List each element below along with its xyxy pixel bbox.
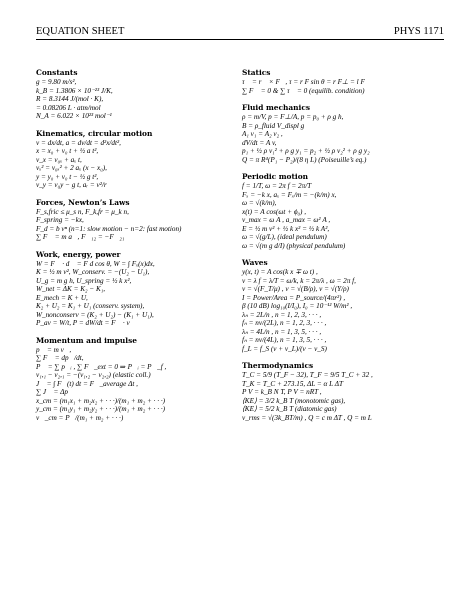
equation-line: v_y = v₀y − g t, aᵣ = v²/r: [36, 181, 107, 189]
equation-line: ω = √(k/m),: [242, 199, 277, 207]
section-fluid-mechanics: [242, 103, 452, 164]
equation-line: λₙ = 4L/n , n = 1, 3, 5, · · · ,: [242, 327, 322, 336]
equation-line: fₙ = nv/(2L), n = 1, 2, 3, · · · ,: [242, 319, 327, 327]
section-thermodynamics: [242, 361, 452, 422]
equation-line: ρ = m/V, p = F⊥/A, p = p₀ + ρ g h,: [242, 113, 344, 121]
section-title: Work, energy, power: [36, 249, 121, 259]
equation-line: I = Power/Area = P_source/(4πr²) ,: [242, 293, 346, 302]
equation-line: v = √(F_T/μ) , v = √(B/ρ), v = √(Y/ρ): [242, 285, 349, 293]
equation-line: y_cm = (m₁y₁ + m₂y₂ + · · ·)/(m₁ + m₂ + · · ·): [36, 405, 166, 413]
equation-line: K₂ + U₂ = K₁ + U₁ (conserv. system),: [36, 302, 145, 310]
section-forces-newton-s-laws: [36, 198, 236, 242]
equation-line: Fₓ = −k x, aₓ = Fₓ/m = −(k/m) x,: [242, 190, 337, 199]
equation-line: ω = √(g/L), (ideal pendulum): [242, 233, 327, 241]
section-title: Thermodynamics: [242, 361, 314, 370]
equation-line: ⟨KE⟩ = 3/2 k_B T (monotomic gas),: [242, 396, 346, 405]
equation-line: E = ½ m v² + ½ k x² = ½ k A²,: [242, 224, 330, 233]
equation-line: x_cm = (m₁x₁ + m₂x₂ + · · ·)/(m₁ + m₂ + · · ·): [36, 396, 166, 405]
equation-line: v = λ f = λ/T = ω/k, k = 2π/λ , ω = 2π f,: [242, 276, 356, 285]
section-title: Kinematics, circular motion: [36, 128, 153, 138]
section-momentum-and-impulse: [36, 336, 236, 423]
equation-line: k_B = 1.3806 × 10⁻²³ J/K,: [36, 86, 113, 95]
left-column: [36, 68, 236, 430]
section-waves: [242, 258, 452, 353]
section-title: Waves: [242, 258, 268, 267]
equation-line: v₁,₁ − v₂,₁ = −(v₁,₂ − v₂,₂) (elastic coll.): [36, 371, 151, 379]
equation-line: dV/dt = A v,: [242, 138, 277, 147]
section-title: Constants: [36, 68, 78, 77]
section-title: Statics: [242, 68, 271, 77]
equation-line: P_av = W/t, P = dW/dt = F⃗ · v⃗: [36, 319, 136, 327]
equation-line: v_rms = √(3k_BT/m) , Q = c m ΔT , Q = m L: [242, 413, 372, 422]
equation-line: λₙ = 2L/n , n = 1, 2, 3, · · · ,: [242, 310, 322, 319]
equation-line: ∑ F⃗ = dp⃗/dt,: [36, 354, 84, 362]
equation-line: Q = π R⁴(P₁ − P₂)/(8 η L) (Poiseuille’s eq.): [242, 155, 367, 164]
equation-line: R = 8.3144 J/(mol · K),: [36, 95, 104, 103]
equation-line: U_g = m g h, U_spring = ½ k x²,: [36, 276, 132, 285]
equation-line: g = 9.80 m/s²,: [36, 78, 77, 86]
section-title: Periodic motion: [242, 172, 309, 181]
equation-line: v = dx/dt, a = dv/dt = d²x/dt²,: [36, 138, 121, 147]
equation-line: vₓ² = v₀ₓ² + 2 aₓ (x − x₀),: [36, 164, 107, 172]
equation-line: p⃗ = m v⃗,: [36, 345, 72, 354]
equation-line: E_mech = K + U,: [36, 293, 88, 302]
equation-line: P V = k_B N T, P V = nRT ,: [242, 388, 322, 396]
equation-line: x = x₀ + v₀ t + ½ a t²,: [36, 147, 99, 155]
section-periodic-motion: [242, 172, 452, 250]
equation-line: ∑ J⃗ = Δp⃗: [36, 388, 74, 396]
equation-line: W = F⃗ · d⃗ = F d cos θ, W = ∫ Fₓ(x)dx,: [36, 259, 155, 268]
section-statics: [242, 68, 452, 95]
equation-line: ω = √(m g d/I) (physical pendulum): [242, 241, 346, 250]
equation-line: y(x, t) = A cos(k x ∓ ω t) ,: [242, 268, 318, 276]
section-kinematics-circular-motion: [36, 129, 236, 190]
equation-line: K = ½ m v², W_conserv. = −(U₂ − U₁),: [36, 268, 150, 276]
equation-line: F_d = b vⁿ (n=1: slow motion − n=2: fast motion): [36, 224, 182, 233]
equation-line: = 0.08206 L · atm/mol: [36, 103, 101, 112]
equation-line: F_s,fric ≤ μ_s n, F_k,fr = μ_k n,: [36, 207, 129, 216]
section-title: Momentum and impulse: [36, 335, 137, 345]
equation-line: v_x = v₀ₓ + aₓ t,: [36, 155, 82, 164]
course-code: PHYS 1171: [393, 26, 444, 37]
equation-line: A₁ v₁ = A₂ v₂ ,: [242, 130, 283, 138]
equation-line: β (10 dB) log₁₀(I/I₀), I₀ = 10⁻¹² W/m² ,: [242, 302, 353, 310]
section-title: Fluid mechanics: [242, 103, 311, 112]
equation-line: ⟨KE⟩ = 5/2 k_B T (diatomic gas): [242, 405, 337, 413]
section-title: Forces, Newton’s Laws: [36, 197, 130, 207]
equation-line: x(t) = A cos(ωt + ϕ₀) ,: [242, 207, 307, 216]
equation-line: B = ρ_fluid V_displ g: [242, 121, 305, 130]
right-column: [242, 68, 452, 430]
equation-line: J⃗ = ∫ F⃗(t) dt = F⃗_average Δt ,: [36, 379, 138, 388]
equation-line: T_K = T_C + 273.15, ΔL = α L ΔT: [242, 379, 343, 388]
equation-line: f_L = f_S (v + v_L)/(v − v_S): [242, 344, 327, 353]
page-header: [36, 26, 444, 40]
equation-line: v_max = ω A , a_max = ω² A ,: [242, 216, 331, 224]
equation-line: N_A = 6.022 × 10²³ mol⁻¹: [36, 112, 112, 120]
equation-line: ∑ F⃗ = 0 & ∑ τ⃗ = 0 (equilib. condition): [242, 86, 365, 95]
equation-line: p₁ + ½ ρ v₁² + ρ g y₁ = p₂ + ½ ρ v₂² + ρ g y₂: [242, 147, 370, 155]
sheet-title: EQUATION SHEET: [36, 26, 125, 37]
equation-line: τ⃗ = r⃗ × F⃗, τ = r F sin θ = r F⊥ = l F: [242, 78, 365, 86]
equation-line: F_spring = −kx,: [36, 216, 84, 224]
equation-line: f = 1/T, ω = 2π f = 2π/T: [242, 182, 312, 190]
equation-line: P⃗ = ∑ p⃗ᵢ , ∑ F⃗_ext = 0 ⇒ P⃗ᵢ = P⃗_f ,: [36, 362, 167, 371]
equation-line: fₙ = nv/(4L), n = 1, 3, 5, · · · ,: [242, 336, 327, 344]
section-work-energy-power: [36, 250, 236, 328]
equation-line: T_C = 5/9 (T_F − 32), T_F = 9/5 T_C + 32 ,: [242, 371, 373, 379]
equation-line: W_net = ΔK = K₂ − K₁,: [36, 285, 106, 293]
equation-line: ∑ F⃗ = m a⃗, F⃗₁₂ = −F⃗₂₁: [36, 233, 125, 241]
equation-line: W_nonconserv = (K₂ + U₂) − (K₁ + U₁),: [36, 310, 154, 319]
equation-line: y = y₀ + v₀ t − ½ g t²,: [36, 172, 99, 181]
section-constants: [36, 68, 236, 121]
equation-line: v⃗_cm = P⃗/(m₁ + m₂ + · · ·): [36, 413, 124, 422]
